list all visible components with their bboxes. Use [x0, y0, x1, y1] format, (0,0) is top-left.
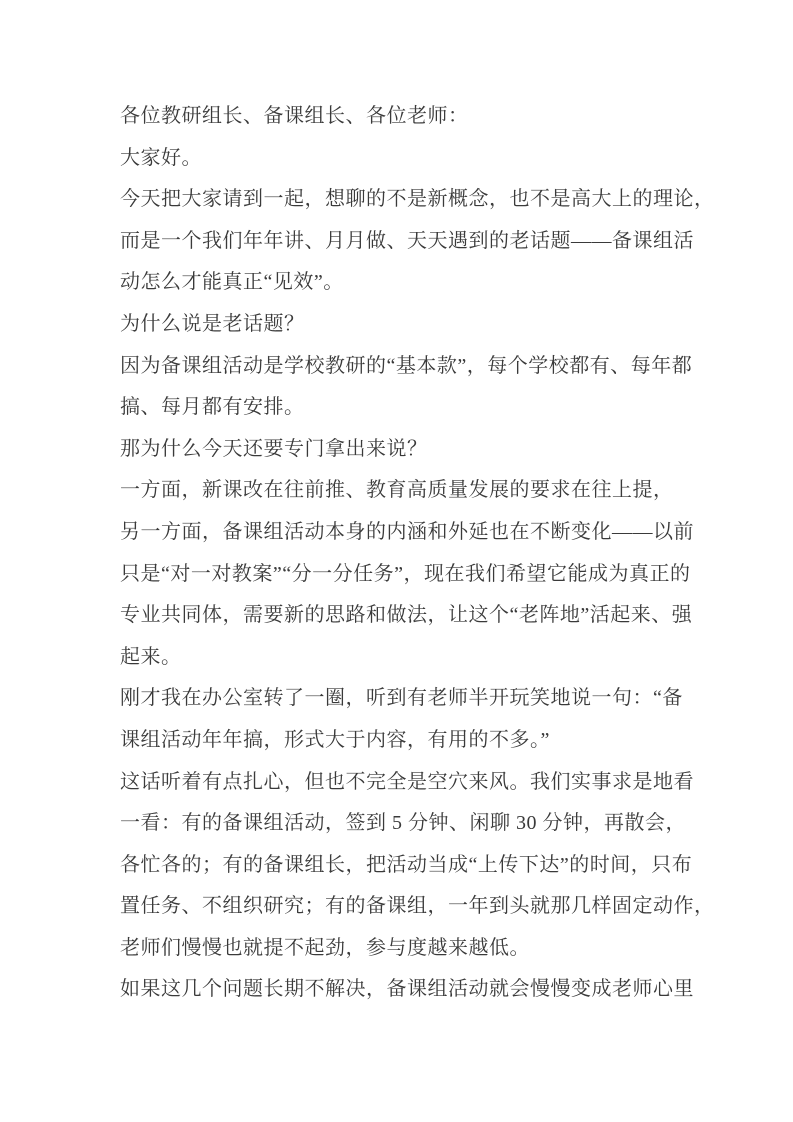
text-line: 另一方面，备课组活动本身的内涵和外延也在不断变化——以前	[120, 520, 694, 543]
text-line: 老师们慢慢也就提不起劲，参与度越来越低。	[120, 936, 530, 959]
text-line: 而是一个我们年年讲、月月做、天天遇到的老话题——备课组活	[120, 229, 694, 252]
text-line: 各忙各的；有的备课组长，把活动当成“上传下达”的时间，只布	[120, 853, 693, 876]
text-line: 这话听着有点扎心，但也不完全是空穴来风。我们实事求是地看	[120, 770, 694, 793]
text-line: 一看：有的备课组活动，签到 5 分钟、闲聊 30 分钟，再散会，	[120, 812, 686, 835]
text-line: 只是“对一对教案”“分一分任务”，现在我们希望它能成为真正的	[120, 562, 691, 585]
text-line: 今天把大家请到一起，想聊的不是新概念，也不是高大上的理论，	[120, 188, 715, 211]
text-line: 如果这几个问题长期不解决，备课组活动就会慢慢变成老师心里	[120, 978, 694, 1001]
text-line: 搞、每月都有安排。	[120, 396, 305, 419]
text-line: 因为备课组活动是学校教研的“基本款”，每个学校都有、每年都	[120, 354, 693, 377]
text-line: 一方面，新课改在往前推、教育高质量发展的要求在往上提，	[120, 479, 674, 502]
text-line: 为什么说是老话题？	[120, 312, 305, 335]
text-line: 刚才我在办公室转了一圈，听到有老师半开玩笑地说一句：“备	[120, 687, 683, 710]
text-line: 各位教研组长、备课组长、各位老师：	[120, 105, 469, 127]
text-line: 那为什么今天还要专门拿出来说？	[120, 437, 428, 460]
text-line: 起来。	[120, 645, 182, 668]
text-line: 课组活动年年搞，形式大于内容，有用的不多。”	[120, 728, 550, 751]
text-line: 专业共同体，需要新的思路和做法，让这个“老阵地”活起来、强	[120, 604, 693, 627]
text-line: 大家好。	[120, 146, 202, 169]
text-line: 置任务、不组织研究；有的备课组，一年到头就那几样固定动作，	[120, 895, 715, 918]
document-body-text	[120, 96, 715, 1011]
text-line: 动怎么才能真正“见效”。	[120, 271, 344, 294]
